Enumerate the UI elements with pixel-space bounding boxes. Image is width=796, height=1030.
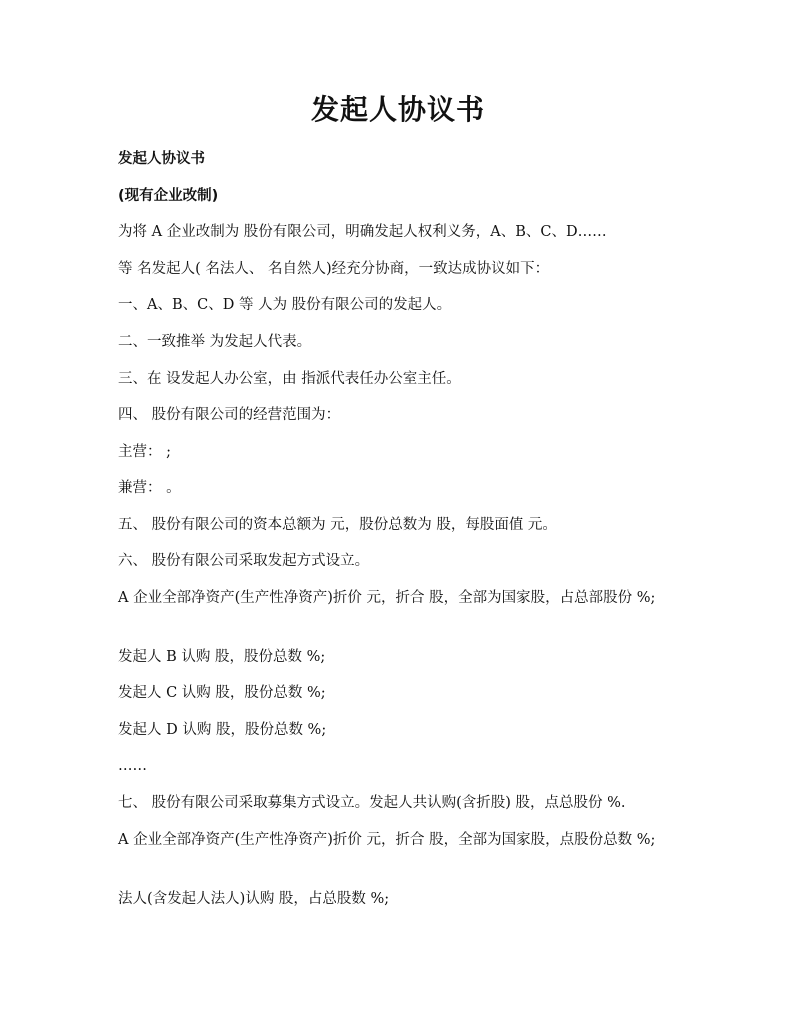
clause-7-b: 法人(含发起人法人)认购 股，占总股数 %; bbox=[118, 891, 390, 907]
clause-6-a: A 企业全部净资产(生产性净资产)折价 元，折合 股，全部为国家股，占总部股份 %; bbox=[118, 590, 656, 606]
clause-2: 二、一致推举 为发起人代表。 bbox=[118, 334, 312, 350]
ellipsis-line: …… bbox=[118, 758, 147, 774]
subtitle-heading: 发起人协议书 bbox=[118, 151, 205, 167]
clause-6-b: 发起人 B 认购 股，股份总数 %; bbox=[118, 649, 326, 665]
clause-6-d: 发起人 D 认购 股，股份总数 %; bbox=[118, 722, 327, 738]
clause-6: 六、 股份有限公司采取发起方式设立。 bbox=[118, 553, 370, 569]
clause-5: 五、 股份有限公司的资本总额为 元，股份总数为 股，每股面值 元。 bbox=[118, 517, 557, 533]
clause-6-c: 发起人 C 认购 股，股份总数 %; bbox=[118, 685, 326, 701]
subtitle-note: (现有企业改制) bbox=[118, 188, 219, 204]
paragraph-intro-1: 为将 A 企业改制为 股份有限公司，明确发起人权利义务，A、B、C、D…… bbox=[118, 224, 607, 240]
clause-3: 三、在 设发起人办公室，由 指派代表任办公室主任。 bbox=[118, 371, 461, 387]
clause-4-main: 主营： ; bbox=[118, 444, 171, 460]
document-title: 发起人协议书 bbox=[310, 93, 485, 126]
paragraph-intro-2: 等 名发起人( 名法人、 名自然人)经充分协商，一致达成协议如下： bbox=[118, 261, 550, 277]
clause-4: 四、 股份有限公司的经营范围为： bbox=[118, 407, 341, 423]
clause-7-a: A 企业全部净资产(生产性净资产)折价 元，折合 股，全部为国家股，点股份总数 %; bbox=[118, 832, 656, 848]
clause-7: 七、 股份有限公司采取募集方式设立。发起人共认购(含折股) 股，点总股份 %. bbox=[118, 795, 626, 811]
clause-1: 一、A、B、C、D 等 人为 股份有限公司的发起人。 bbox=[118, 297, 452, 313]
clause-4-secondary: 兼营： 。 bbox=[118, 480, 181, 496]
